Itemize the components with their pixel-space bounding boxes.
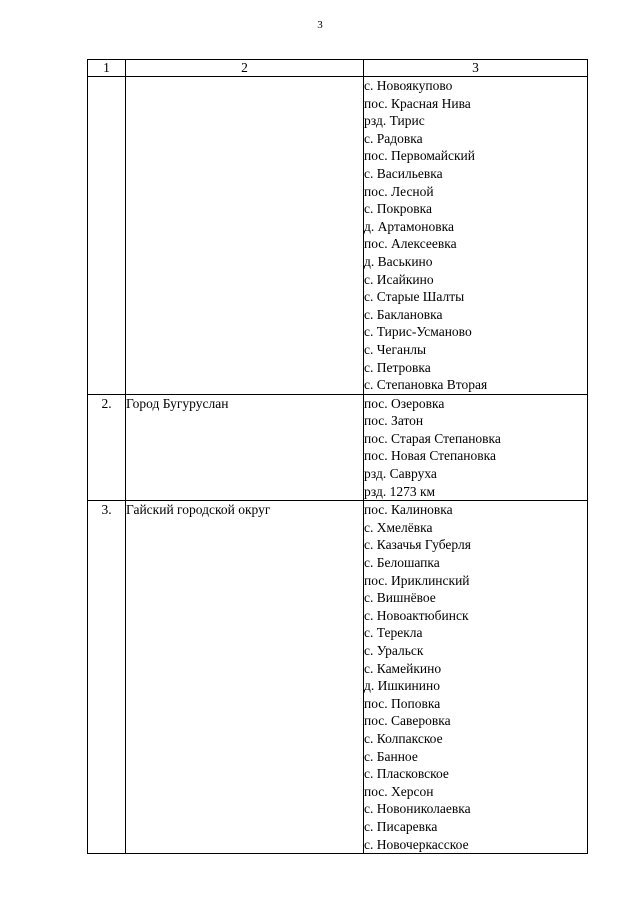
settlement-item: с. Старые Шалты [364,289,465,305]
settlement-item: пос. Красная Нива [364,95,471,111]
settlement-list [364,501,588,854]
table-body [88,77,588,854]
column-header-2: 2 [126,60,364,77]
settlement-item: с. Вишнёвое [364,590,436,606]
row-number: 2. [88,394,126,501]
municipality-name: Гайский городской округ [126,501,364,854]
settlement-item: рзд. Савруха [364,466,437,482]
municipality-name [126,77,364,395]
settlement-item: пос. Озеровка [364,395,445,411]
settlement-item: с. Тирис-Усманово [364,324,472,340]
settlement-item: с. Чеганлы [364,341,427,357]
settlement-item: с. Васильевка [364,165,443,181]
settlement-item: пос. Поповка [364,695,441,711]
settlement-item: пос. Алексеевка [364,236,457,252]
settlements-table [87,59,588,854]
settlement-item: д. Артамоновка [364,218,454,234]
column-header-1: 1 [88,60,126,77]
settlement-item: с. Степановка Вторая [364,377,488,393]
settlement-item: пос. Новая Степановка [364,448,496,464]
settlement-item: с. Новочеркасское [364,836,469,852]
settlement-item: с. Новониколаевка [364,801,471,817]
settlement-item: с. Покровка [364,201,433,217]
row-number: 3. [88,501,126,854]
settlement-item: с. Петровка [364,359,431,375]
settlement-list [364,77,588,395]
settlement-item: пос. Калиновка [364,502,453,518]
settlement-item: с. Новоякупово [364,78,453,93]
table-row [88,77,588,395]
settlement-item: с. Баклановка [364,306,443,322]
settlement-item: с. Исайкино [364,271,434,287]
settlement-item: с. Камейкино [364,660,442,676]
settlement-item: рзд. Тирис [364,113,425,129]
settlement-item: пос. Затон [364,413,424,429]
table-row [88,394,588,501]
settlement-item: с. Казачья Губерля [364,537,471,553]
settlement-item: пос. Лесной [364,183,434,199]
settlement-item: с. Банное [364,748,418,764]
settlement-item: с. Писаревка [364,818,438,834]
settlement-item: с. Новоактюбинск [364,607,469,623]
column-header-3: 3 [364,60,588,77]
page-number: 3 [317,19,323,31]
settlement-item: рзд. 1273 км [364,483,436,499]
settlement-item: пос. Старая Степановка [364,430,501,446]
settlement-item: д. Ишкинино [364,678,440,694]
municipality-name: Город Бугуруслан [126,394,364,501]
settlement-item: с. Пласковское [364,766,449,782]
settlement-item: пос. Ириклинский [364,572,470,588]
settlement-list [364,394,588,501]
table-row [88,501,588,854]
settlement-item: с. Белошапка [364,555,440,571]
settlement-item: с. Хмелёвка [364,519,433,535]
settlement-item: д. Васькино [364,253,433,269]
row-number [88,77,126,395]
settlement-item: с. Колпакское [364,730,443,746]
settlement-item: пос. Херсон [364,783,434,799]
settlement-item: пос. Первомайский [364,148,475,164]
settlement-item: с. Уральск [364,643,424,658]
table-header-row [88,60,588,77]
settlement-item: пос. Саверовка [364,713,451,729]
settlement-item: с. Радовка [364,130,423,146]
settlement-item: с. Терекла [364,625,423,641]
